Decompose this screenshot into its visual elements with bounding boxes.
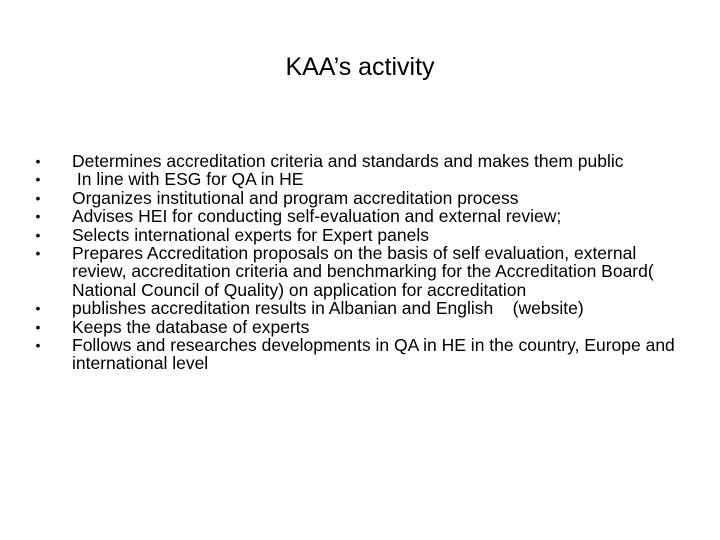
bullet-item bbox=[30, 299, 680, 317]
bullet-item bbox=[30, 244, 680, 299]
bullet-item bbox=[30, 207, 680, 225]
bullet-text: Selects international experts for Expert panels bbox=[72, 224, 429, 245]
bullet-icon: • bbox=[35, 226, 41, 243]
bullet-icon: • bbox=[35, 153, 41, 169]
bullet-item bbox=[30, 336, 680, 373]
bullet-item bbox=[30, 170, 680, 188]
bullet-item bbox=[30, 318, 680, 336]
bullet-text: Determines accreditation criteria and standards and makes them public bbox=[72, 151, 624, 171]
bullet-icon: • bbox=[35, 318, 41, 335]
bullet-icon: • bbox=[35, 189, 41, 206]
bullet-text: Organizes institutional and program accreditation process bbox=[72, 187, 519, 208]
slide-title: KAA’s activity bbox=[285, 53, 435, 81]
bullet-item bbox=[30, 189, 680, 207]
bullet-text: In line with ESG for QA in HE bbox=[72, 169, 304, 190]
bullet-text: Advises HEI for conducting self-evaluation and external review; bbox=[72, 206, 562, 227]
bullet-icon: • bbox=[35, 245, 41, 262]
bullet-text: Follows and researches developments in QA in HE in the country, Europe and international level bbox=[72, 335, 675, 374]
bullet-item bbox=[30, 152, 680, 170]
bullet-icon: • bbox=[35, 300, 41, 317]
bullet-item bbox=[30, 226, 680, 244]
activity-bullet-list bbox=[30, 152, 680, 373]
bullet-icon: • bbox=[35, 171, 41, 188]
bullet-text: Keeps the database of experts bbox=[72, 316, 310, 337]
bullet-icon: • bbox=[35, 208, 41, 225]
bullet-text: publishes accreditation results in Albanian and English (website) bbox=[72, 298, 584, 319]
bullet-icon: • bbox=[35, 337, 41, 354]
bullet-text: Prepares Accreditation proposals on the basis of self evaluation, external review, accreditation criteria and benchmarking for the Accreditation Board( National Council of Quality) on application for accreditation bbox=[72, 243, 654, 300]
